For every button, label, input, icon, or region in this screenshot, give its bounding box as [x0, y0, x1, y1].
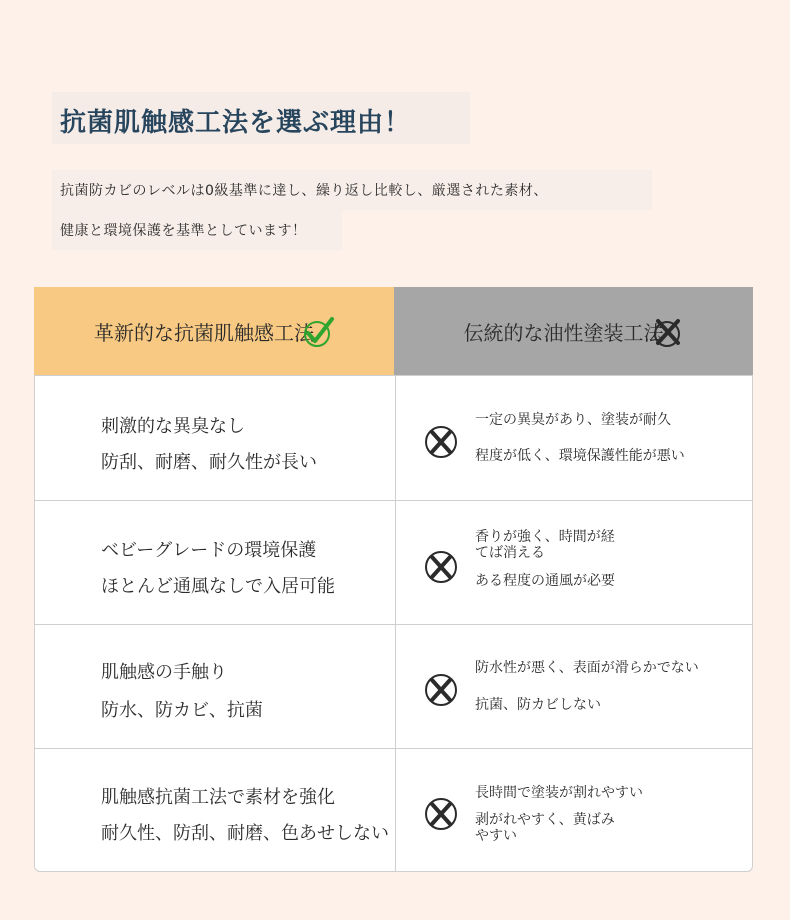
- comparison-table: [34, 375, 753, 872]
- row-3-left-line-1: 肌触感の手触り: [101, 662, 227, 683]
- row-2-right-line-2: てば消える: [475, 545, 545, 561]
- intro-line-1: 抗菌防カビのレベルは0級基準に達し、繰り返し比較し、厳選された素材、: [60, 183, 548, 199]
- row-1-left-line-2: 防刮、耐磨、耐久性が長い: [101, 452, 317, 473]
- x-circle-icon: [652, 315, 684, 347]
- row-2-right-line-3: ある程度の通風が必要: [475, 573, 615, 589]
- row-2-left-line-1: ベビーグレードの環境保護: [101, 540, 317, 561]
- row-4-right-line-3: やすい: [475, 828, 517, 844]
- header-traditional-label: 伝統的な油性塗装工法: [463, 320, 664, 345]
- intro-line-2: 健康と環境保護を基準としています！: [60, 223, 307, 239]
- row-1-right-line-2: 程度が低く、環境保護性能が悪い: [475, 448, 685, 464]
- x-circle-icon: [423, 424, 459, 460]
- row-3-left-line-2: 防水、防カビ、抗菌: [101, 700, 263, 721]
- x-circle-icon: [423, 796, 459, 832]
- check-circle-icon: [302, 315, 334, 347]
- row-2-left-line-2: ほとんど通風なしで入居可能: [101, 576, 335, 597]
- x-circle-icon: [423, 549, 459, 585]
- x-circle-icon: [423, 672, 459, 708]
- row-4-left-line-1: 肌触感抗菌工法で素材を強化: [101, 787, 335, 808]
- row-1-right-line-1: 一定の異臭があり、塗装が耐久: [475, 412, 671, 428]
- row-4-left-line-2: 耐久性、防刮、耐磨、色あせしない: [101, 823, 389, 844]
- row-divider: [35, 624, 752, 625]
- row-3-right-line-1: 防水性が悪く、表面が滑らかでない: [475, 660, 699, 676]
- header-innovative-label: 革新的な抗菌肌触感工法: [94, 320, 314, 345]
- row-divider: [35, 500, 752, 501]
- header-traditional: [394, 287, 753, 375]
- row-1-left-line-1: 刺激的な異臭なし: [101, 416, 245, 437]
- row-2-right-line-1: 香りが強く、時間が経: [475, 529, 615, 545]
- top-decoration: [0, 8, 790, 38]
- header-innovative: [34, 287, 394, 375]
- row-3-right-line-2: 抗菌、防カビしない: [475, 697, 601, 713]
- row-divider: [35, 748, 752, 749]
- page-title: 抗菌肌触感工法を選ぶ理由！: [60, 108, 412, 138]
- row-4-right-line-2: 剥がれやすく、黄ばみ: [475, 812, 615, 828]
- row-4-right-line-1: 長時間で塗装が割れやすい: [475, 785, 643, 801]
